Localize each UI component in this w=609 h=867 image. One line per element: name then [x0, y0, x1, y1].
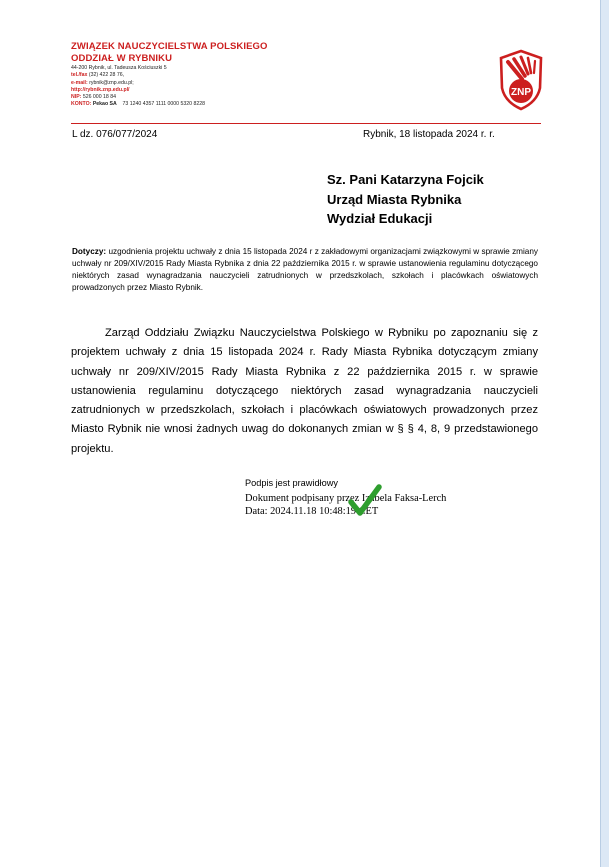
nip-value: 526 000 18 84 — [82, 94, 117, 101]
org-name-line2: ODDZIAŁ W RYBNIKU — [71, 53, 173, 64]
subject-label: Dotyczy: — [72, 247, 107, 256]
bank-name: Pekao SA — [92, 101, 117, 108]
addressee-office: Urząd Miasta Rybnika — [327, 191, 462, 207]
addressee-block — [327, 170, 484, 229]
subject-paragraph — [72, 246, 538, 294]
org-nip — [71, 94, 268, 101]
digital-signature[interactable] — [245, 478, 545, 528]
letterhead — [71, 41, 268, 109]
email-label: e-mail: — [71, 79, 88, 86]
phone-value: (32) 422 28 76, — [88, 72, 125, 79]
org-account — [71, 101, 268, 108]
phone-label: tel./fax — [71, 72, 88, 79]
email-value[interactable]: rybnik@znp.edu.pl; — [89, 79, 134, 86]
org-phone — [71, 72, 268, 79]
viewer-background — [601, 0, 609, 867]
account-number: 73 1240 4357 1111 0000 5320 8228 — [122, 101, 206, 108]
checkmark-icon — [348, 483, 382, 519]
reference-number: L dz. 076/077/2024 — [72, 129, 158, 140]
logo-text: ZNP — [511, 87, 531, 98]
konto-label: KONTO: — [71, 101, 92, 108]
org-address: 44-200 Rybnik, ul. Tadeusza Kościuszki 5 — [71, 65, 167, 71]
subject-text: uzgodnienia projektu uchwały z dnia 15 listopada 2024 r z zakładowymi organizacjami związkowymi w sprawie zmiany uchwały nr 209/XIV/2015 Rady Miasta Rybnika z dnia 22 października 2015 r. w sprawie ustanowienia regulaminu dotyczącego niektórych zasad wynagradzania nauczycieli zatrudnionych w przedszkolach, szkołach i placówkach oświatowych prowadzonych przez Miasto Rybnik. — [72, 247, 538, 293]
letterhead-divider — [71, 123, 541, 124]
place-date: Rybnik, 18 listopada 2024 r. r. — [363, 129, 495, 140]
body-paragraph: Zarząd Oddziału Związku Nauczycielstwa Polskiego w Rybniku po zapoznaniu się z projektem uchwały z dnia 15 listopada 2024 r. Rady Miasta Rybnika dotyczącym zmiany uchwały nr 209/XIV/2015 Rady Miasta Rybnika z 22 października 2015 r. w sprawie ustanowienia regulaminu dotyczącego niektórych zasad wynagradzania nauczycieli zatrudnionych w przedszkolach, szkołach i placówkach oświatowych prowadzonych przez Miasto Rybnik nie wnosi żadnych uwag do dokonanych zmian w § § 4, 8, 9 przedstawionego projektu. — [71, 327, 538, 455]
org-name-line1: ZWIĄZEK NAUCZYCIELSTWA POLSKIEGO — [71, 41, 268, 52]
org-website[interactable]: http://rybnik.znp.edu.pl/ — [71, 86, 130, 93]
org-email — [71, 80, 268, 87]
addressee-department: Wydział Edukacji — [327, 211, 433, 226]
signature-status: Podpis jest prawidłowy — [245, 478, 338, 488]
signature-signer: Dokument podpisany przez Izabela Faksa-Lerch — [245, 493, 447, 504]
signature-date: Data: 2024.11.18 10:48:19 CET — [245, 506, 379, 517]
znp-logo-icon — [497, 48, 545, 112]
addressee-name: Sz. Pani Katarzyna Fojcik — [327, 172, 484, 187]
nip-label: NIP: — [71, 94, 82, 101]
